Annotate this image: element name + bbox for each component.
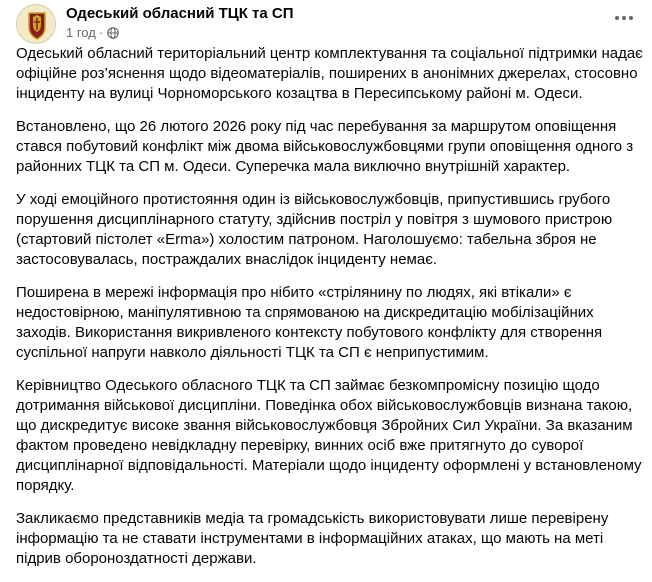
coat-of-arms-logo [17,5,56,44]
post-paragraph: Одеський обласний територіальний центр комплектування та соціальної підтримки надає офіційне роз’яснення щодо відеоматеріалів, поширених в анонімних джерелах, стосовно інциденту на вулиці Чорноморського козацтва в Пересипському районі м. Одеси. [16,45,643,102]
more-horizontal-icon [614,15,634,21]
post-meta [66,25,119,40]
globe-icon[interactable] [107,27,119,39]
post-paragraph: Встановлено, що 26 лютого 2026 року під час перебування за маршрутом оповіщення стався побутовий конфлікт між двома військовослужбовцями групи оповіщення одного з районних ТЦК та СП м. Одеси. Суперечка мала виключно внутрішній характер. [16,118,634,175]
post-header [0,0,652,44]
more-options-button[interactable] [608,6,640,30]
post-time[interactable]: 1 год [66,25,96,40]
page-name[interactable]: Одеський обласний ТЦК та СП [66,5,294,22]
post-paragraph: Поширена в мережі інформація про нібито «стрілянину по людях, які втікали» є недостовірною, маніпулятивною та спрямованою на дискредитацію мобілізаційних заходів. Використання викривленого контексту побутового конфлікту для створення суспільної напруги навколо діяльності ТЦК та СП є неприпустимим. [16,284,603,361]
post-paragraph: У ході емоційного протистояння один із військовослужбовців, припустившись грубого порушення дисциплінарного статуту, здійснив постріл у повітря з шумового пристрою (стартовий пістолет «Erma») холостим патроном. Наголошуємо: табельна зброя не застосовувалась, постраждалих внаслідок інциденту немає. [16,191,613,268]
post-paragraph: Керівництво Одеського обласного ТЦК та СП займає безкомпромісну позицію щодо дотримання військової дисципліни. Поведінка обох військовослужбовців визнана такою, що дискредитує високе звання військовослужбовця Збройних Сил України. За вказаним фактом проведено невідкладну перевірку, винних осіб вже притягнуто до суворої дисциплінарної відповідальності. Матеріали щодо інциденту оформлені у встановленому порядку. [16,377,642,494]
post-body [16,44,644,582]
avatar[interactable] [16,4,56,44]
post-paragraph: Закликаємо представників медіа та громадськість використовувати лише перевірену інформацію та не ставати інструментами в інформаційних атаках, що мають на меті підрив обороноздатності держави. [16,510,609,567]
meta-separator: · [98,25,104,40]
